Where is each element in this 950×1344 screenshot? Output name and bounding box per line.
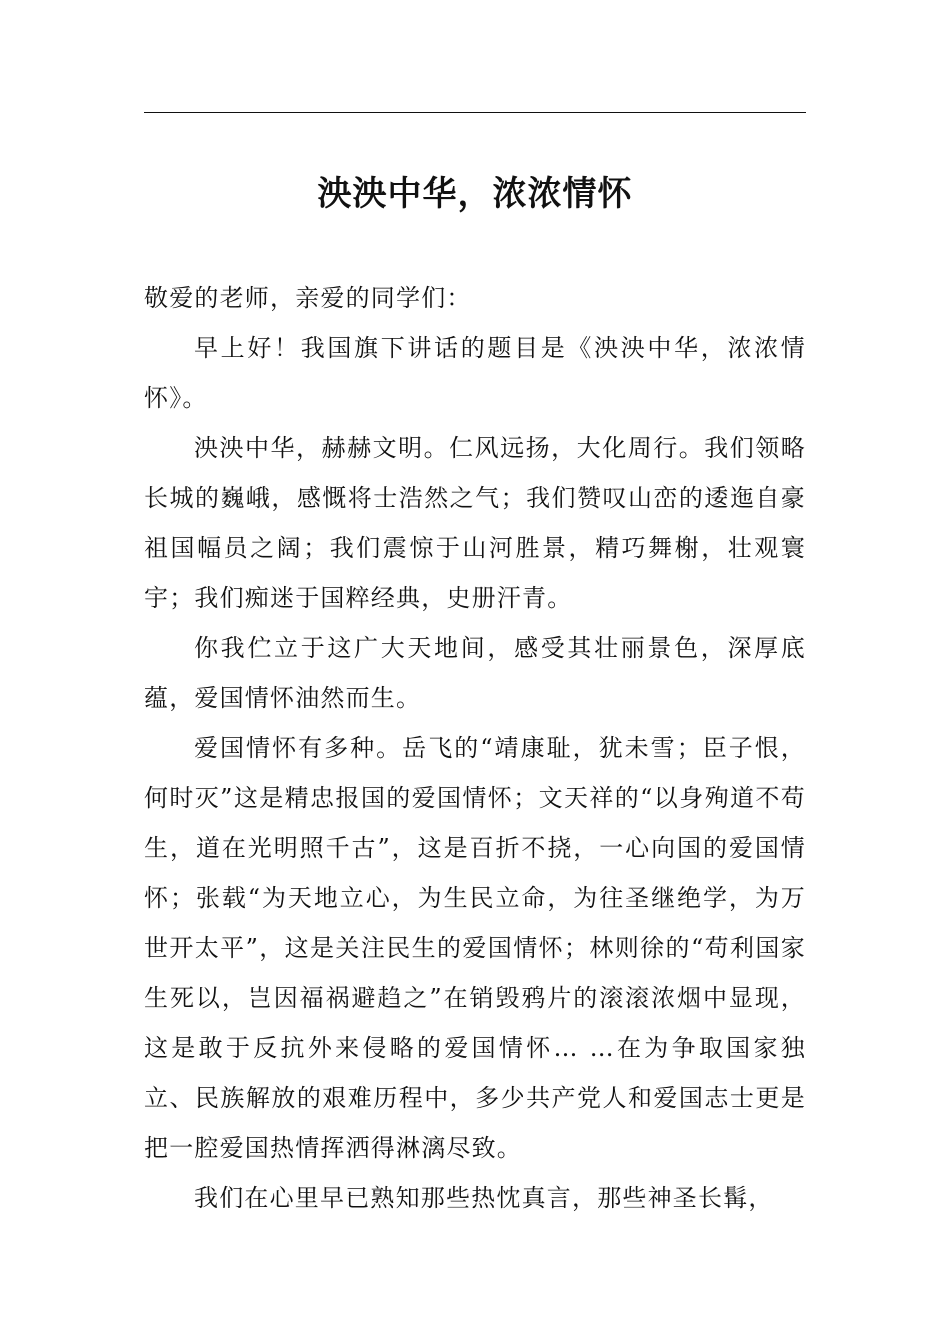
paragraph-closing: 我们在心里早已熟知那些热忱真言，那些神圣长髯， [194,1184,774,1212]
paragraph-scenery: 你我伫立于这广大天地间，感受其壮丽景色，深厚底蕴，爱国情怀油然而生。 [144,634,806,712]
document-body [144,273,806,1223]
document-title: 泱泱中华，浓浓情怀 [317,174,633,214]
paragraph-civilization: 泱泱中华，赫赫文明。仁风远扬，大化周行。我们领略长城的巍峨，感慨将士浩然之气；我们赞叹山峦的逶迤自豪祖国幅员之阔；我们震惊于山河胜景，精巧舞榭，壮观寰宇；我们痴迷于国粹经典，史册汗青。 [144,434,806,612]
paragraph-patriotism: 爱国情怀有多种。岳飞的“靖康耻，犹未雪；臣子恨，何时灭”这是精忠报国的爱国情怀；文天祥的“以身殉道不苟生，道在光明照千古”，这是百折不挠，一心向国的爱国情怀；张载“为天地立心，为生民立命，为往圣继绝学，为万世开太平”，这是关注民生的爱国情怀；林则徐的“苟利国家生死以，岂因福祸避趋之”在销毁鸦片的滚滚浓烟中显现，这是敢于反抗外来侵略的爱国情怀… …在为争取国家独立、民族解放的艰难历程中，多少共产党人和爱国志士更是把一腔爱国热情挥洒得淋漓尽致。 [144,734,806,1162]
header-rule [144,112,806,113]
salutation: 敬爱的老师，亲爱的同学们： [144,284,472,312]
paragraph-greeting: 早上好！我国旗下讲话的题目是《泱泱中华，浓浓情怀》。 [144,334,806,412]
